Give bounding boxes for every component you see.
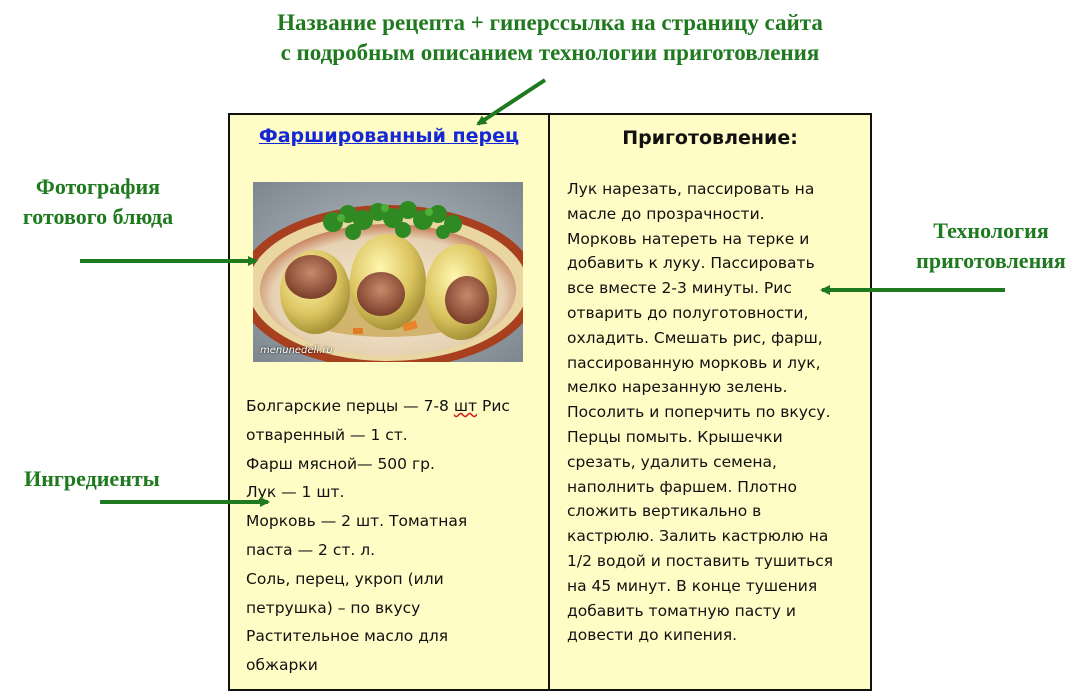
prep-line: масле до прозрачности. <box>567 204 765 223</box>
ingredient-line: паста — 2 ст. л. <box>246 540 376 559</box>
ingredient-line: Лук — 1 шт. <box>246 483 345 502</box>
prep-line: на 45 минут. В конце тушения <box>567 576 818 595</box>
prep-line: добавить томатную пасту и <box>567 601 796 620</box>
preparation-text <box>567 177 857 648</box>
photo-watermark: menunedeli.ru <box>260 345 333 356</box>
prep-line: Посолить и поперчить по вкусу. <box>567 403 831 422</box>
dish-photo <box>253 182 523 362</box>
annotation-recipe-title <box>200 8 900 68</box>
annotation-technology <box>892 216 1090 276</box>
prep-line: добавить к луку. Пассировать <box>567 254 815 273</box>
annotation-photo-line2: готового блюда <box>22 204 174 229</box>
prep-line: Перцы помыть. Крышечки <box>567 427 783 446</box>
prep-line: 1/2 водой и поставить тушиться <box>567 551 834 570</box>
ingredient-line: Растительное масло для <box>246 627 449 646</box>
annotation-ingredients: Ингредиенты <box>24 466 160 491</box>
recipe-title-link[interactable]: Фаршированный перец <box>258 125 520 147</box>
recipe-right-column <box>550 115 870 689</box>
ingredient-line: Соль, перец, укроп (или <box>246 569 444 588</box>
prep-line: Лук нарезать, пассировать на <box>567 180 815 198</box>
annotation-photo-line1: Фотография <box>35 174 161 199</box>
annotation-title-line1: Название рецепта + гиперссылка на страницу сайта <box>277 10 823 35</box>
prep-line: мелко нарезанную зелень. <box>567 378 788 397</box>
ingredient-line: Морковь — 2 шт. Томатная <box>246 512 468 531</box>
preparation-heading: Приготовление: <box>622 127 798 149</box>
annotation-tech-line1: Технология <box>933 218 1049 243</box>
dish-photo-illustration <box>253 182 523 362</box>
ingredient-line: Фарш мясной— 500 гр. <box>246 454 435 473</box>
prep-line: охладить. Смешать рис, фарш, <box>567 328 823 347</box>
annotation-tech-line2: приготовления <box>916 248 1066 273</box>
recipe-left-column <box>230 115 550 689</box>
ingredient-line: петрушка) – по вкусу <box>246 598 421 617</box>
recipe-card <box>228 113 872 691</box>
annotation-photo <box>0 172 196 232</box>
prep-line: пассированную морковь и лук, <box>567 353 821 372</box>
prep-line: наполнить фаршем. Плотно <box>567 477 798 496</box>
prep-line: кастрюлю. Залить кастрюлю на <box>567 527 829 546</box>
prep-line: срезать, удалить семена, <box>567 452 777 471</box>
annotation-title-line2: с подробным описанием технологии приготовления <box>280 40 820 65</box>
ingredient-line: отваренный — 1 ст. <box>246 425 408 444</box>
prep-line: сложить вертикально в <box>567 502 762 521</box>
prep-line: Морковь натереть на терке и <box>567 229 810 248</box>
ingredients-list <box>246 392 541 680</box>
ingredient-text: Болгарские перцы — 7-8 <box>246 397 454 415</box>
ingredient-text: Рис <box>477 397 510 415</box>
prep-line: отварить до полуготовности, <box>567 303 809 322</box>
prep-line: все вместе 2-3 минуты. Рис <box>567 279 792 298</box>
ingredient-line: обжарки <box>246 656 318 675</box>
spellcheck-word: шт <box>453 397 478 415</box>
ingredient-line <box>246 392 541 421</box>
prep-line: довести до кипения. <box>567 626 738 645</box>
